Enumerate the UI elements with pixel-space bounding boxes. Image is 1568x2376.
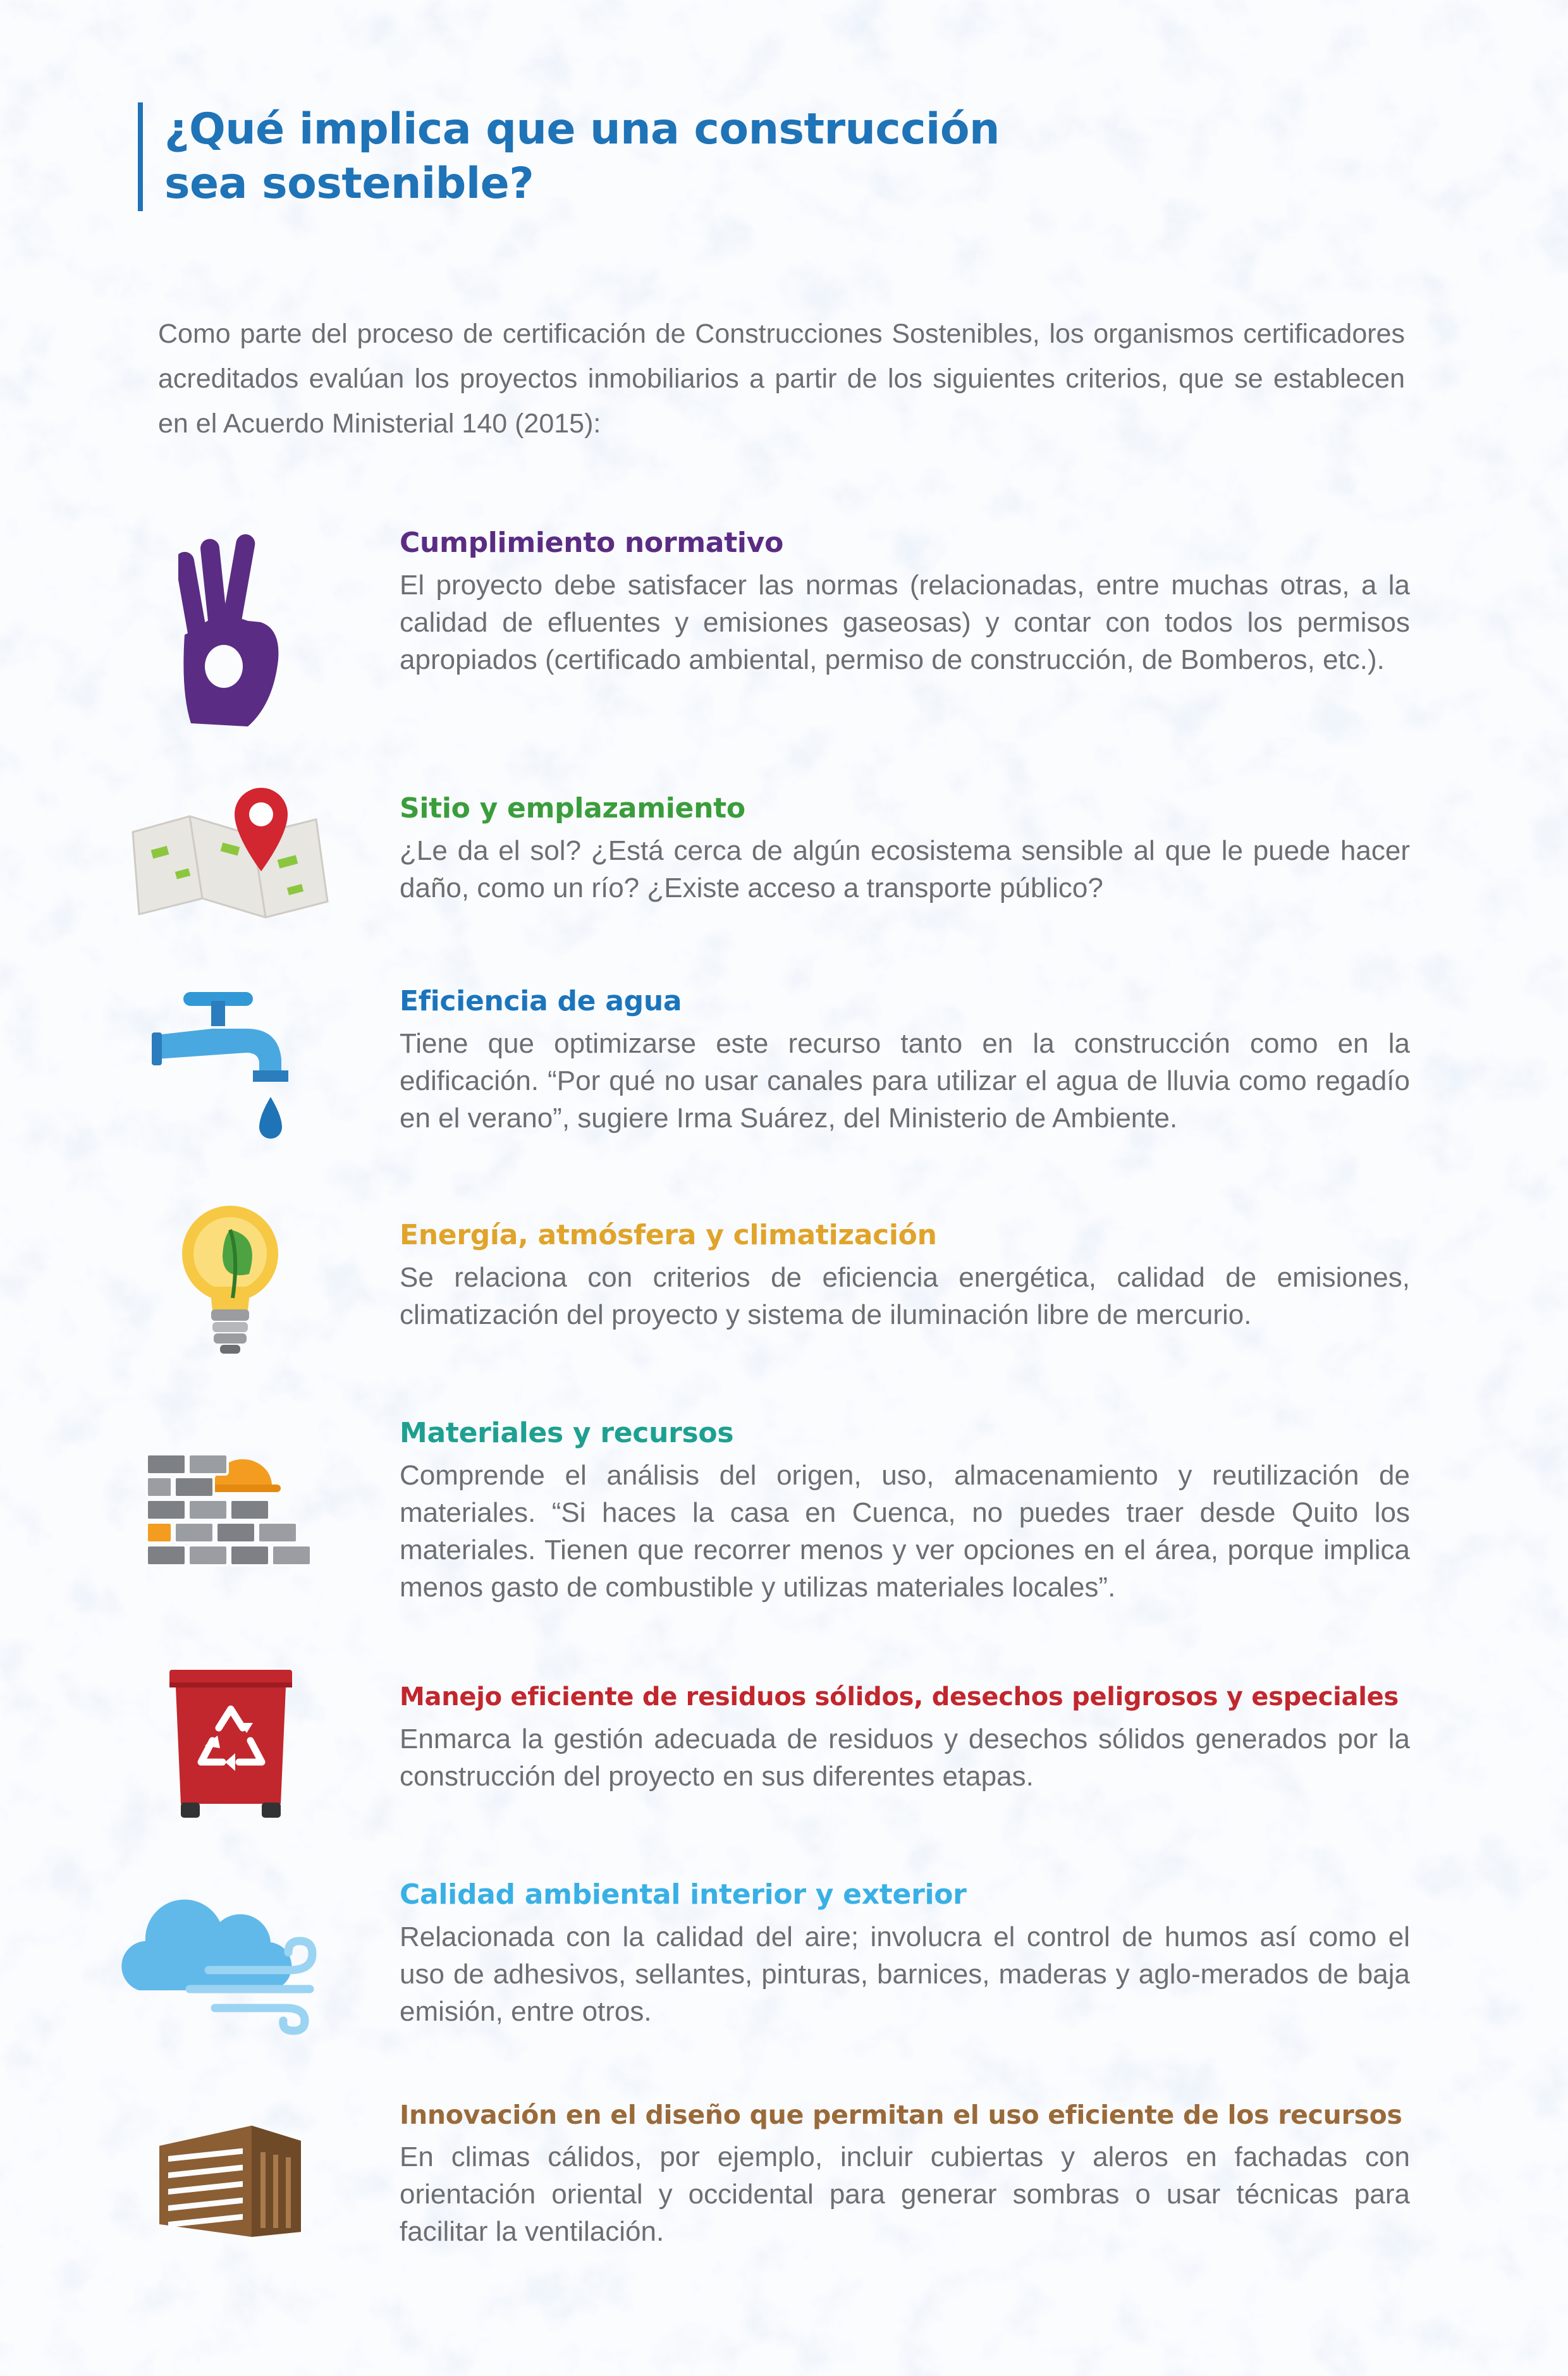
criterion-heading: Energía, atmósfera y climatización xyxy=(400,1219,937,1251)
criterion-body: Comprende el análisis del origen, uso, almacenamiento y reutilización de materiales. “Si haces la casa en Cuenca, no puedes traer desde Quito los materiales. Tienen que recorrer menos y ver opciones en el área, porque implica menos gasto de combustible y utilizas materiales locales”. xyxy=(400,1460,1410,1603)
cloud-wind-icon xyxy=(120,1895,339,2038)
eco-light-bulb-icon xyxy=(178,1204,286,1359)
criterion-body: Relacionada con la calidad del aire; involucra el control de humos así como el uso de adhesivos, sellantes, pinturas, barnices, maderas y aglo-merados de baja emisión, entre otros. xyxy=(400,1921,1410,2027)
criterion-body: En climas cálidos, por ejemplo, incluir cubiertas y aleros en fachadas con orientación oriental y occidental para generar sombras o usar técnicas para facilitar la ventilación. xyxy=(400,2141,1410,2247)
criterion-body: Tiene que optimizarse este recurso tanto en la construcción como en la edificación. “Por qué no usar canales para utilizar el agua de lluvia como regadío en el verano”, sugiere Irma Suárez, del Ministerio de Ambiente. xyxy=(400,1028,1410,1134)
criterion-body: ¿Le da el sol? ¿Está cerca de algún ecosistema sensible al que le puede hacer daño, como un río? ¿Existe acceso a transporte público? xyxy=(400,835,1410,903)
criterion-heading: Cumplimiento normativo xyxy=(400,527,784,559)
title-line-1: ¿Qué implica que una construcción xyxy=(164,104,1000,154)
water-faucet-icon xyxy=(152,989,310,1150)
recycle-bin-icon xyxy=(169,1670,292,1822)
criterion-heading: Eficiencia de agua xyxy=(400,985,682,1017)
criterion-heading: Sitio y emplazamiento xyxy=(400,792,745,824)
criterion-body: El proyecto debe satisfacer las normas (relacionadas, entre muchas otras, a la calidad de efluentes y emisiones gaseosas) y contar con todos los permisos apropiados (certificado ambiental, permiso de construcción, de Bomberos, etc.). xyxy=(400,570,1410,675)
criterion-heading: Manejo eficiente de residuos sólidos, desechos peligrosos y especiales xyxy=(400,1682,1399,1712)
title-line-2: sea sostenible? xyxy=(164,159,534,209)
criterion-body: Enmarca la gestión adecuada de residuos y desechos sólidos generados por la construcción del proyecto en sus diferentes etapas. xyxy=(400,1724,1410,1792)
criterion-heading: Calidad ambiental interior y exterior xyxy=(400,1878,967,1911)
criterion-body: Se relaciona con criterios de eficiencia energética, calidad de emisiones, climatización del proyecto y sistema de iluminación libre de mercurio. xyxy=(400,1262,1410,1330)
criterion-heading: Materiales y recursos xyxy=(400,1417,734,1449)
bricks-hardhat-icon xyxy=(144,1448,316,1577)
map-pin-icon xyxy=(126,781,329,929)
ok-hand-icon xyxy=(178,534,279,740)
page-title xyxy=(138,102,1000,211)
intro-paragraph: Como parte del proceso de certificación de Construcciones Sostenibles, los organismos certificadores acreditados evalúan los proyectos inmobiliarios a partir de los siguientes criterios, que se establecen en el Acuerdo Ministerial 140 (2015): xyxy=(158,319,1405,439)
criterion-heading: Innovación en el diseño que permitan el uso eficiente de los recursos xyxy=(400,2100,1402,2130)
building-facade-icon xyxy=(157,2123,303,2241)
